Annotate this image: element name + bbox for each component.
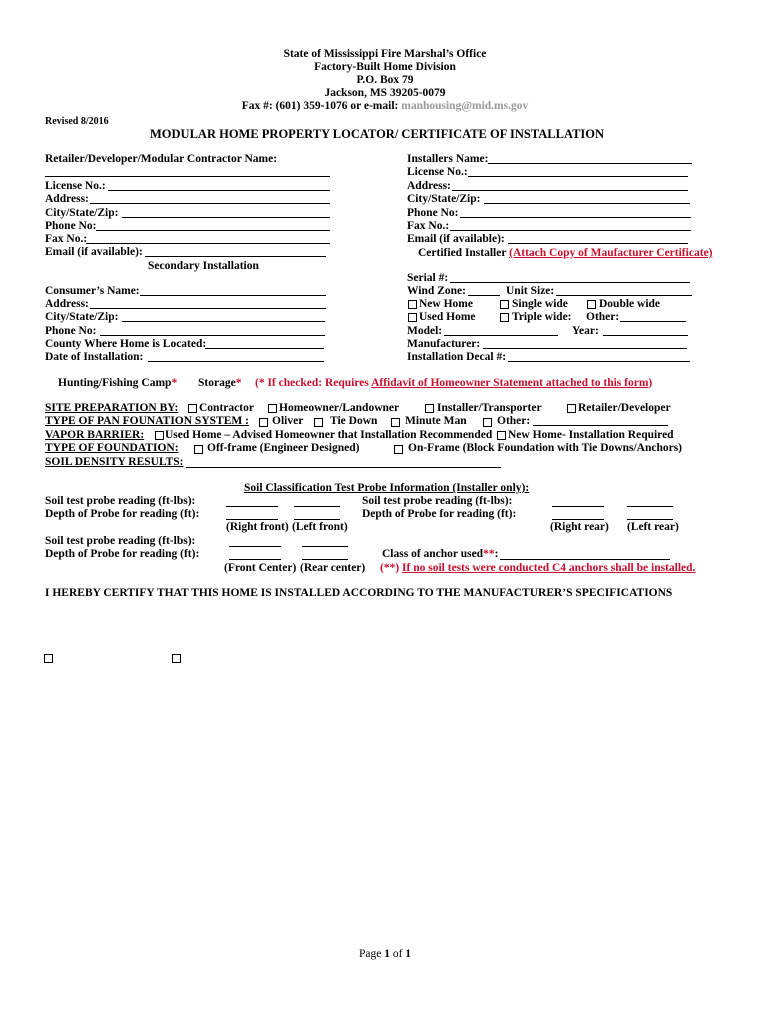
left-rear-caption: (Left rear) xyxy=(627,521,679,533)
page-mid: of xyxy=(389,948,406,960)
serial-label: Serial #: xyxy=(407,272,449,284)
installation-date-field[interactable] xyxy=(148,361,324,362)
consumer-phone-label: Phone No: xyxy=(45,325,97,337)
affidavit-note-suffix: ) xyxy=(648,377,653,389)
triple-wide-checkbox[interactable] xyxy=(500,313,509,322)
retailer-license-label: License No.: xyxy=(45,180,106,192)
anchor-class-label: Class of anchor used xyxy=(382,548,484,560)
manufacturer-label: Manufacturer: xyxy=(407,338,481,350)
triple-wide-label: Triple wide: xyxy=(512,311,572,323)
model-label: Model: xyxy=(407,325,443,337)
storage-option xyxy=(198,377,241,390)
other-size-field[interactable] xyxy=(620,321,686,322)
soil-reading-label-rear: Soil test probe reading (ft-lbs): xyxy=(362,495,513,507)
anchor-class-stars: ** xyxy=(483,548,495,560)
installer-phone-label: Phone No: xyxy=(407,207,459,219)
certification-statement: I HEREBY CERTIFY THAT THIS HOME IS INSTALLED ACCORDING TO THE MANUFACTURER’S SPECIFICATIONS xyxy=(45,587,673,599)
city-address: Jackson, MS 39205-0079 xyxy=(324,87,446,99)
hunting-camp-star: * xyxy=(171,377,178,389)
consumer-name-field[interactable] xyxy=(140,295,326,296)
other-pan-field[interactable] xyxy=(533,425,668,426)
retailer-email-field[interactable] xyxy=(145,256,326,257)
retailer-developer-checkbox[interactable] xyxy=(567,404,576,413)
affidavit-note-prefix: (* If checked: Requires xyxy=(255,377,372,389)
serial-field[interactable] xyxy=(450,282,690,283)
right-front-caption: (Right front) xyxy=(226,521,289,533)
double-wide-label: Double wide xyxy=(599,298,661,310)
wind-zone-label: Wind Zone: xyxy=(407,285,466,297)
decal-field[interactable] xyxy=(508,361,690,362)
retailer-fax-label: Fax No.: xyxy=(45,233,88,245)
site-prep-label: SITE PREPARATION BY: xyxy=(45,402,179,414)
new-home-checkbox[interactable] xyxy=(408,300,417,309)
model-field[interactable] xyxy=(444,335,558,336)
year-label: Year: xyxy=(572,325,599,337)
front-center-depth-field[interactable] xyxy=(229,559,281,560)
single-wide-label: Single wide xyxy=(512,298,568,310)
minute-man-label: Minute Man xyxy=(405,415,467,427)
rear-center-depth-field[interactable] xyxy=(302,559,348,560)
manufacturer-field[interactable] xyxy=(483,348,687,349)
left-rear-depth-field[interactable] xyxy=(627,519,673,520)
vapor-used-label: Used Home – Advised Homeowner that Installation Recommended xyxy=(165,429,493,441)
installer-transporter-checkbox[interactable] xyxy=(425,404,434,413)
installation-date-label: Date of Installation: xyxy=(45,351,144,363)
soil-reading-label-front: Soil test probe reading (ft-lbs): xyxy=(45,495,196,507)
pan-foundation-label: TYPE OF PAN FOUNATION SYSTEM : xyxy=(45,415,249,427)
other-pan-label: Other: xyxy=(497,415,531,427)
off-frame-checkbox[interactable] xyxy=(194,445,203,454)
signature-checkbox-1[interactable] xyxy=(44,654,53,663)
retailer-name-field[interactable] xyxy=(45,176,330,177)
probe-depth-label-front: Depth of Probe for reading (ft): xyxy=(45,508,200,520)
anchor-note-text: If no soil tests were conducted C4 anchors shall be installed. xyxy=(402,562,696,574)
installer-license-label: License No.: xyxy=(407,166,468,178)
retailer-phone-field[interactable] xyxy=(96,230,330,231)
used-home-label: Used Home xyxy=(419,311,476,323)
probe-depth-label-rear: Depth of Probe for reading (ft): xyxy=(362,508,517,520)
soil-classification-heading: Soil Classification Test Probe Information (Installer only): xyxy=(244,482,530,494)
county-label: County Where Home is Located: xyxy=(45,338,207,350)
right-rear-depth-field[interactable] xyxy=(552,519,604,520)
consumer-address-label: Address: xyxy=(45,298,89,310)
vapor-new-checkbox[interactable] xyxy=(497,431,506,440)
consumer-phone-field[interactable] xyxy=(100,335,325,336)
installer-email-label: Email (if available): xyxy=(407,233,505,245)
retailer-city-label: City/State/Zip: xyxy=(45,207,119,219)
installer-name-field[interactable] xyxy=(488,163,692,164)
retailer-name-label: Retailer/Developer/Modular Contractor Name: xyxy=(45,153,278,165)
email-link[interactable]: manhousing@mid.ms.gov xyxy=(401,100,529,112)
retailer-address-label: Address: xyxy=(45,193,89,205)
consumer-city-label: City/State/Zip: xyxy=(45,311,119,323)
soil-reading-label-center: Soil test probe reading (ft-lbs): xyxy=(45,535,196,547)
contractor-checkbox[interactable] xyxy=(188,404,197,413)
page-total: 1 xyxy=(405,948,412,960)
storage-label: Storage xyxy=(198,377,236,389)
foundation-type-label: TYPE OF FOUNDATION: xyxy=(45,442,179,454)
certified-installer-line xyxy=(418,247,712,260)
installer-email-field[interactable] xyxy=(508,243,688,244)
fax-text: Fax #: (601) 359-1076 or e-mail: xyxy=(241,100,402,112)
vapor-used-checkbox[interactable] xyxy=(155,431,164,440)
anchor-note-prefix: (**) xyxy=(380,562,403,574)
hunting-camp-label: Hunting/Fishing Camp xyxy=(58,377,172,389)
vapor-new-label: New Home- Installation Required xyxy=(508,429,674,441)
installer-city-field[interactable] xyxy=(484,203,690,204)
right-front-depth-field[interactable] xyxy=(226,519,278,520)
single-wide-checkbox[interactable] xyxy=(500,300,509,309)
on-frame-checkbox[interactable] xyxy=(394,445,403,454)
installer-address-label: Address: xyxy=(407,180,451,192)
front-center-caption: (Front Center) xyxy=(224,562,297,574)
soil-density-label: SOIL DENSITY RESULTS: xyxy=(45,456,184,468)
new-home-label: New Home xyxy=(419,298,473,310)
left-rear-reading-field[interactable] xyxy=(627,506,673,507)
off-frame-label: Off-frame (Engineer Designed) xyxy=(207,442,360,454)
division-name: Factory-Built Home Division xyxy=(314,61,456,73)
installer-address-field[interactable] xyxy=(452,190,688,191)
retailer-fax-field[interactable] xyxy=(86,243,330,244)
tie-down-checkbox[interactable] xyxy=(314,418,323,427)
consumer-address-field[interactable] xyxy=(90,308,326,309)
used-home-checkbox[interactable] xyxy=(408,313,417,322)
installer-city-label: City/State/Zip: xyxy=(407,193,481,205)
affidavit-link[interactable]: Affidavit of Homeowner Statement attached to this form xyxy=(371,377,649,389)
unit-size-field[interactable] xyxy=(556,295,692,296)
consumer-name-label: Consumer’s Name: xyxy=(45,285,140,297)
oliver-label: Oliver xyxy=(272,415,304,427)
wind-zone-field[interactable] xyxy=(468,295,500,296)
homeowner-label: Homeowner/Landowner xyxy=(279,402,400,414)
storage-star: * xyxy=(235,377,242,389)
consumer-city-field[interactable] xyxy=(122,321,325,322)
installer-transporter-label: Installer/Transporter xyxy=(437,402,542,414)
decal-label: Installation Decal #: xyxy=(407,351,507,363)
retailer-developer-label: Retailer/Developer xyxy=(578,402,671,414)
retailer-city-field[interactable] xyxy=(122,217,330,218)
rear-center-caption: (Rear center) xyxy=(300,562,366,574)
anchor-class-colon: : xyxy=(494,548,499,560)
form-title: MODULAR HOME PROPERTY LOCATOR/ CERTIFICATE OF INSTALLATION xyxy=(150,127,605,141)
installer-name-label: Installers Name: xyxy=(407,153,489,165)
office-name: State of Mississippi Fire Marshal’s Office xyxy=(283,48,487,60)
left-front-reading-field[interactable] xyxy=(294,506,340,507)
installer-fax-field[interactable] xyxy=(450,230,691,231)
left-front-depth-field[interactable] xyxy=(294,519,340,520)
unit-size-label: Unit Size: xyxy=(506,285,555,297)
anchor-class-field[interactable] xyxy=(500,559,670,560)
right-rear-reading-field[interactable] xyxy=(552,506,604,507)
oliver-checkbox[interactable] xyxy=(259,418,268,427)
on-frame-label: On-Frame (Block Foundation with Tie Downs/Anchors) xyxy=(408,442,683,454)
year-field[interactable] xyxy=(603,335,688,336)
signature-checkbox-2[interactable] xyxy=(172,654,181,663)
right-front-reading-field[interactable] xyxy=(226,506,278,507)
anchor-note xyxy=(380,562,695,575)
certified-installer-note: (Attach Copy of Maufacturer Certificate) xyxy=(509,247,713,259)
probe-depth-label-center: Depth of Probe for reading (ft): xyxy=(45,548,200,560)
tie-down-label: Tie Down xyxy=(330,415,378,427)
double-wide-checkbox[interactable] xyxy=(587,300,596,309)
page-number xyxy=(0,948,770,961)
revised-date: Revised 8/2016 xyxy=(45,116,109,127)
contractor-label: Contractor xyxy=(199,402,254,414)
page-prefix: Page xyxy=(358,948,385,960)
retailer-phone-label: Phone No: xyxy=(45,220,97,232)
installer-license-field[interactable] xyxy=(468,176,688,177)
other-size-label: Other: xyxy=(586,311,620,323)
installer-phone-field[interactable] xyxy=(460,217,691,218)
anchor-class-line xyxy=(382,548,498,561)
retailer-address-field[interactable] xyxy=(90,203,330,204)
certified-installer-label: Certified Installer xyxy=(418,247,510,259)
front-center-reading-field[interactable] xyxy=(229,546,281,547)
right-rear-caption: (Right rear) xyxy=(550,521,609,533)
hunting-camp-option xyxy=(58,377,177,390)
homeowner-checkbox[interactable] xyxy=(268,404,277,413)
page-current: 1 xyxy=(384,948,390,960)
retailer-email-label: Email (if available): xyxy=(45,246,143,258)
other-pan-checkbox[interactable] xyxy=(483,418,492,427)
installer-fax-label: Fax No.: xyxy=(407,220,450,232)
secondary-installation: Secondary Installation xyxy=(148,260,259,272)
affidavit-note xyxy=(255,377,652,390)
po-box: P.O. Box 79 xyxy=(356,74,414,86)
county-field[interactable] xyxy=(205,348,324,349)
vapor-barrier-label: VAPOR BARRIER: xyxy=(45,429,145,441)
minute-man-checkbox[interactable] xyxy=(391,418,400,427)
retailer-license-field[interactable] xyxy=(108,190,330,191)
fax-email-line xyxy=(0,100,770,113)
rear-center-reading-field[interactable] xyxy=(302,546,348,547)
left-front-caption: (Left front) xyxy=(292,521,348,533)
soil-density-field[interactable] xyxy=(186,467,501,468)
